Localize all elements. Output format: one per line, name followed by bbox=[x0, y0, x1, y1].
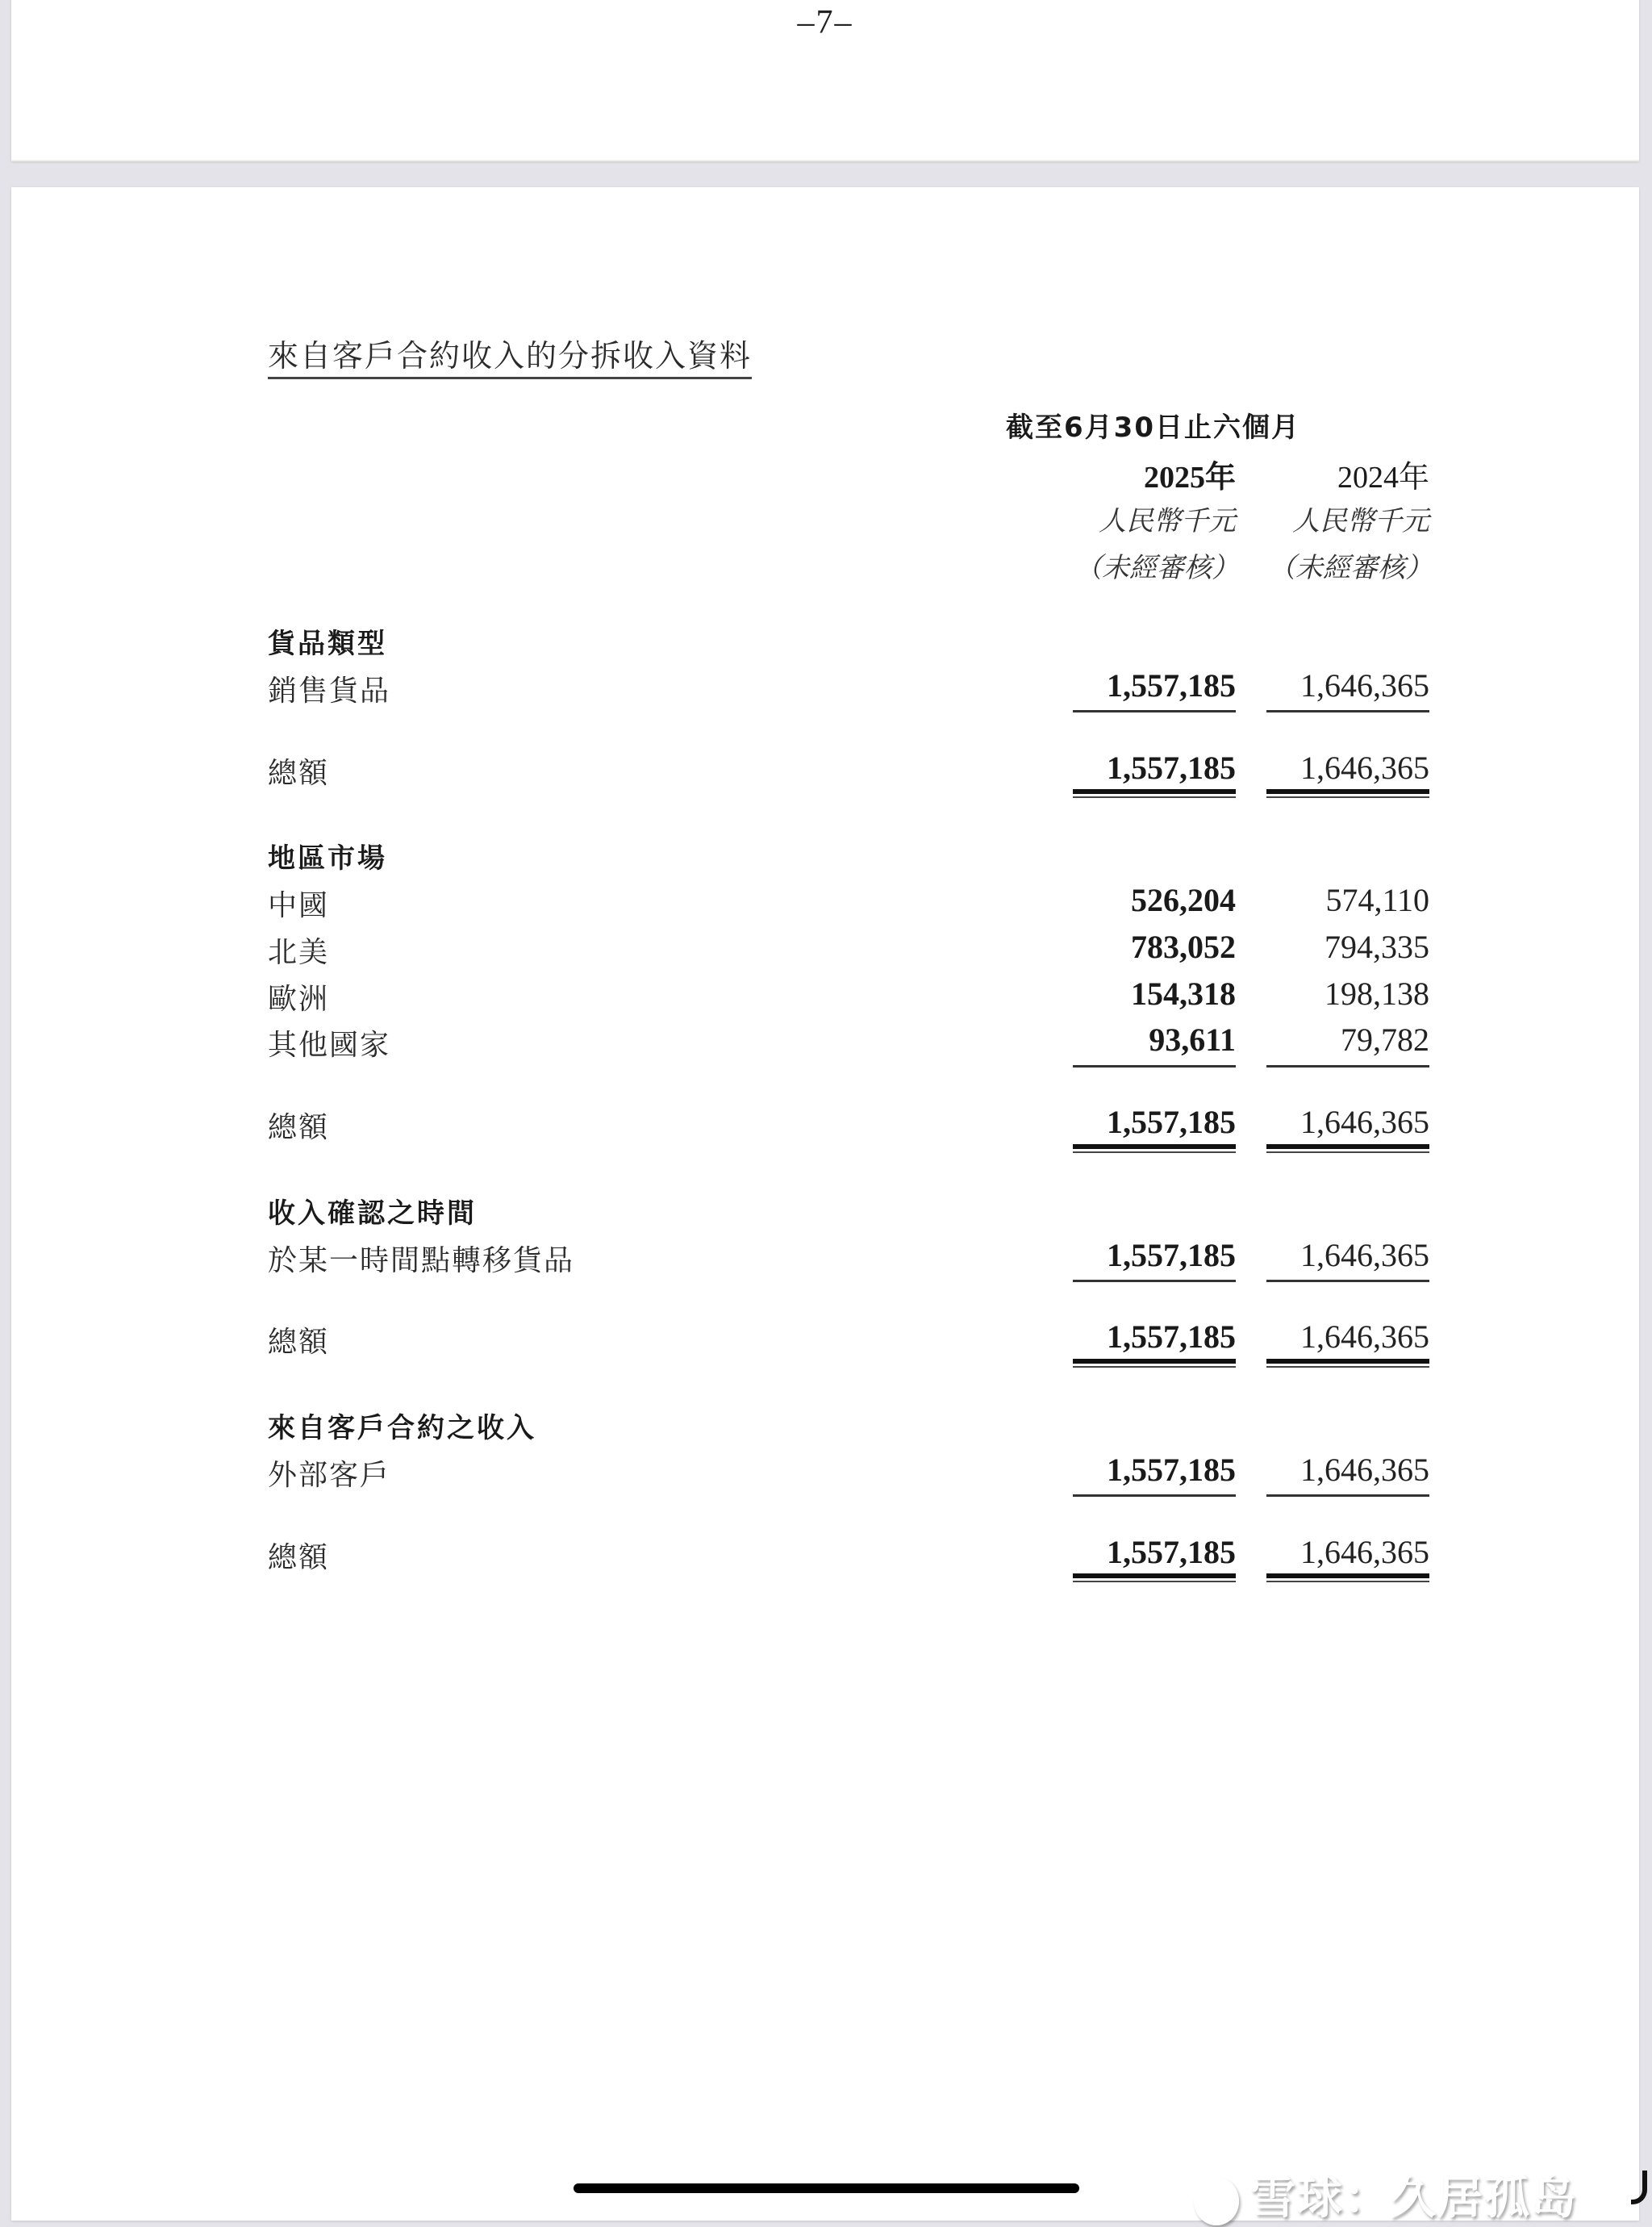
document-page bbox=[11, 187, 1639, 2221]
previous-page bbox=[11, 0, 1639, 161]
row-label-china: 中國 bbox=[268, 889, 330, 922]
value-2025: 783,052 bbox=[1131, 929, 1236, 965]
subtotal-rule bbox=[1073, 710, 1236, 712]
value-2025: 526,204 bbox=[1131, 882, 1236, 918]
value-2024: 1,646,365 bbox=[1300, 667, 1429, 704]
total-2025: 1,557,185 bbox=[1107, 750, 1236, 786]
column-unit-2025: 人民幣千元 bbox=[1099, 505, 1236, 537]
total-2025: 1,557,185 bbox=[1107, 1534, 1236, 1570]
home-indicator[interactable] bbox=[574, 2183, 1079, 2193]
page-number: –7– bbox=[797, 4, 853, 41]
total-label: 總額 bbox=[268, 757, 330, 790]
total-double-rule bbox=[1266, 1359, 1429, 1368]
total-2024: 1,646,365 bbox=[1300, 1104, 1429, 1140]
row-label-other-countries: 其他國家 bbox=[268, 1029, 391, 1062]
total-2025: 1,557,185 bbox=[1107, 1104, 1236, 1140]
value-2024: 1,646,365 bbox=[1300, 1452, 1429, 1488]
subtotal-rule bbox=[1266, 1494, 1429, 1497]
watermark bbox=[1194, 2162, 1578, 2227]
subtotal-rule bbox=[1073, 1494, 1236, 1497]
column-year-2024: 2024年 bbox=[1337, 461, 1429, 495]
value-2025: 93,611 bbox=[1149, 1022, 1236, 1058]
total-label: 總額 bbox=[268, 1541, 330, 1574]
section-heading-contract-revenue: 來自客戶合約之收入 bbox=[268, 1412, 536, 1444]
row-label: 於某一時間點轉移貨品 bbox=[268, 1244, 575, 1277]
total-label: 總額 bbox=[268, 1111, 330, 1144]
total-2024: 1,646,365 bbox=[1300, 750, 1429, 786]
row-label: 外部客戶 bbox=[268, 1459, 391, 1492]
total-double-rule bbox=[1266, 1144, 1429, 1153]
total-2024: 1,646,365 bbox=[1300, 1318, 1429, 1355]
scroll-corner-icon bbox=[1631, 2171, 1647, 2204]
value-2024: 198,138 bbox=[1325, 976, 1429, 1012]
subtotal-rule bbox=[1266, 1280, 1429, 1282]
column-year-2025: 2025年 bbox=[1143, 461, 1236, 495]
value-2024: 1,646,365 bbox=[1300, 1237, 1429, 1273]
section-heading-timing: 收入確認之時間 bbox=[268, 1197, 477, 1230]
total-double-rule bbox=[1073, 1144, 1236, 1153]
total-double-rule bbox=[1073, 1359, 1236, 1368]
value-2024: 79,782 bbox=[1341, 1022, 1429, 1058]
total-double-rule bbox=[1266, 1573, 1429, 1582]
section-heading-goods-type: 貨品類型 bbox=[268, 628, 387, 660]
column-unit-2024: 人民幣千元 bbox=[1292, 505, 1429, 537]
period-header: 截至6月30日止六個月 bbox=[1006, 412, 1300, 444]
watermark-text: 雪球：久居孤岛 bbox=[1250, 2172, 1578, 2225]
subtotal-rule bbox=[1266, 1065, 1429, 1068]
value-2025: 1,557,185 bbox=[1107, 667, 1236, 704]
total-2025: 1,557,185 bbox=[1107, 1318, 1236, 1355]
total-double-rule bbox=[1266, 789, 1429, 798]
total-double-rule bbox=[1073, 789, 1236, 798]
row-label-north-america: 北美 bbox=[268, 936, 330, 969]
row-label: 銷售貨品 bbox=[268, 675, 391, 708]
total-double-rule bbox=[1073, 1573, 1236, 1582]
section-heading-region: 地區市場 bbox=[268, 842, 387, 875]
value-2025: 154,318 bbox=[1131, 976, 1236, 1012]
subtotal-rule bbox=[1266, 710, 1429, 712]
subtotal-rule bbox=[1073, 1280, 1236, 1282]
value-2024: 574,110 bbox=[1325, 882, 1429, 918]
column-audit-2025: （未經審核） bbox=[1074, 552, 1239, 584]
row-label-europe: 歐洲 bbox=[268, 983, 330, 1016]
subtotal-rule bbox=[1073, 1065, 1236, 1068]
total-2024: 1,646,365 bbox=[1300, 1534, 1429, 1570]
total-label: 總額 bbox=[268, 1326, 330, 1359]
value-2025: 1,557,185 bbox=[1107, 1237, 1236, 1273]
column-audit-2024: （未經審核） bbox=[1268, 552, 1433, 584]
table-title: 來自客戶合約收入的分拆收入資料 bbox=[268, 331, 752, 379]
value-2024: 794,335 bbox=[1325, 929, 1429, 965]
value-2025: 1,557,185 bbox=[1107, 1452, 1236, 1488]
xueqiu-logo-icon bbox=[1194, 2177, 1239, 2225]
